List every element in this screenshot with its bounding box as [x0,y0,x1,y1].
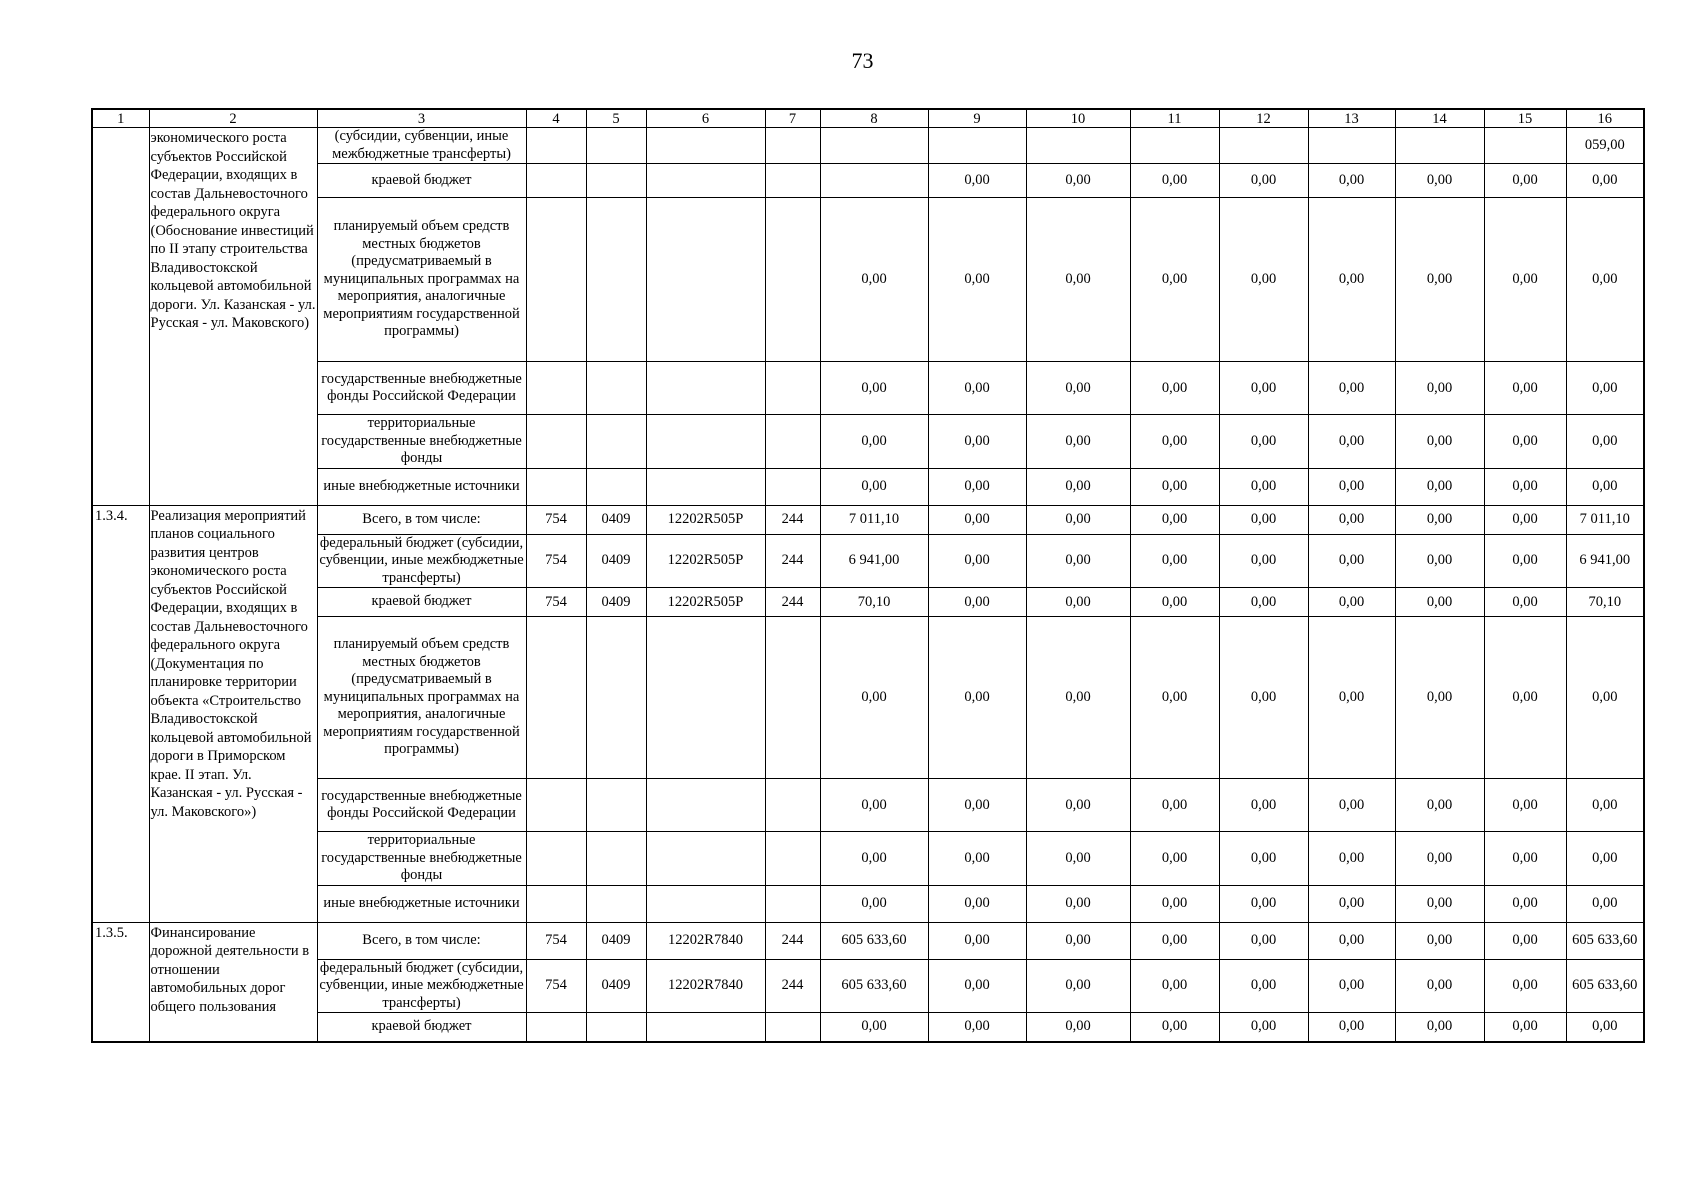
amount-16: 605 633,60 [1566,922,1644,959]
amount-13: 0,00 [1308,617,1395,779]
amount-14: 0,00 [1395,832,1484,886]
amount-8: 70,10 [820,588,928,617]
expense-type-code [765,779,820,832]
amount-14: 0,00 [1395,505,1484,534]
target-article-code [646,415,765,469]
funding-source: федеральный бюджет (субсидии, субвенции, иные межбюджетные трансферты) [317,534,526,588]
amount-12: 0,00 [1219,505,1308,534]
funding-source: Всего, в том числе: [317,505,526,534]
target-article-code [646,779,765,832]
section-code: 0409 [586,922,646,959]
amount-14: 0,00 [1395,1013,1484,1042]
amount-8: 7 011,10 [820,505,928,534]
funding-source: планируемый объем средств местных бюджетов (предусматриваемый в муниципальных программах на мероприятия, аналогичные мероприятиям государственной программы) [317,617,526,779]
amount-16: 0,00 [1566,362,1644,415]
table-row [92,779,1644,832]
grbs-code [526,617,586,779]
amount-16: 6 941,00 [1566,534,1644,588]
amount-16: 059,00 [1566,128,1644,164]
funding-source: государственные внебюджетные фонды Российской Федерации [317,362,526,415]
target-article-code: 12202R505P [646,588,765,617]
amount-14 [1395,128,1484,164]
column-number-row [92,109,1644,128]
target-article-code: 12202R7840 [646,959,765,1013]
amount-13: 0,00 [1308,362,1395,415]
amount-15: 0,00 [1484,832,1566,886]
amount-12: 0,00 [1219,779,1308,832]
table-row [92,362,1644,415]
amount-14: 0,00 [1395,468,1484,505]
section-code [586,468,646,505]
table-row [92,198,1644,362]
amount-10: 0,00 [1026,588,1130,617]
grbs-code [526,164,586,198]
amount-10: 0,00 [1026,468,1130,505]
amount-15: 0,00 [1484,922,1566,959]
grbs-code [526,1013,586,1042]
amount-15: 0,00 [1484,362,1566,415]
target-article-code [646,468,765,505]
amount-8: 0,00 [820,468,928,505]
amount-16: 0,00 [1566,198,1644,362]
expense-type-code: 244 [765,534,820,588]
grbs-code: 754 [526,588,586,617]
section-code [586,128,646,164]
target-article-code [646,885,765,922]
funding-source: территориальные государственные внебюджетные фонды [317,415,526,469]
amount-8: 0,00 [820,617,928,779]
amount-8: 0,00 [820,362,928,415]
amount-8 [820,164,928,198]
amount-13: 0,00 [1308,505,1395,534]
expense-type-code [765,468,820,505]
amount-11: 0,00 [1130,779,1219,832]
amount-10: 0,00 [1026,415,1130,469]
column-number-8: 8 [820,109,928,128]
amount-8: 0,00 [820,885,928,922]
expense-type-code [765,362,820,415]
amount-9: 0,00 [928,588,1026,617]
target-article-code: 12202R505P [646,534,765,588]
amount-9: 0,00 [928,617,1026,779]
expense-type-code: 244 [765,922,820,959]
expense-type-code [765,1013,820,1042]
page-number: 73 [851,48,874,73]
column-number-13: 13 [1308,109,1395,128]
amount-12: 0,00 [1219,534,1308,588]
amount-8: 0,00 [820,415,928,469]
amount-10: 0,00 [1026,362,1130,415]
amount-14: 0,00 [1395,617,1484,779]
column-number-16: 16 [1566,109,1644,128]
amount-8: 0,00 [820,779,928,832]
amount-16: 7 011,10 [1566,505,1644,534]
amount-9: 0,00 [928,505,1026,534]
amount-9: 0,00 [928,362,1026,415]
expense-type-code [765,415,820,469]
funding-source: Всего, в том числе: [317,922,526,959]
amount-12: 0,00 [1219,922,1308,959]
amount-13: 0,00 [1308,534,1395,588]
amount-14: 0,00 [1395,959,1484,1013]
section-code [586,1013,646,1042]
amount-13: 0,00 [1308,832,1395,886]
amount-13: 0,00 [1308,1013,1395,1042]
table-row [92,505,1644,534]
amount-11 [1130,128,1219,164]
amount-12: 0,00 [1219,617,1308,779]
amount-8: 0,00 [820,1013,928,1042]
amount-12: 0,00 [1219,362,1308,415]
column-number-14: 14 [1395,109,1484,128]
amount-15: 0,00 [1484,779,1566,832]
amount-15: 0,00 [1484,959,1566,1013]
section-code [586,164,646,198]
grbs-code [526,468,586,505]
amount-11: 0,00 [1130,468,1219,505]
amount-14: 0,00 [1395,534,1484,588]
amount-12 [1219,128,1308,164]
amount-12: 0,00 [1219,415,1308,469]
section-code: 0409 [586,588,646,617]
amount-13: 0,00 [1308,198,1395,362]
amount-16: 0,00 [1566,415,1644,469]
section-code [586,779,646,832]
section-code: 0409 [586,959,646,1013]
amount-12: 0,00 [1219,832,1308,886]
expense-type-code [765,164,820,198]
amount-13: 0,00 [1308,468,1395,505]
grbs-code: 754 [526,922,586,959]
amount-14: 0,00 [1395,164,1484,198]
expense-type-code [765,617,820,779]
amount-8 [820,128,928,164]
amount-12: 0,00 [1219,164,1308,198]
expense-type-code: 244 [765,959,820,1013]
amount-15: 0,00 [1484,468,1566,505]
amount-12: 0,00 [1219,959,1308,1013]
grbs-code: 754 [526,534,586,588]
amount-15: 0,00 [1484,588,1566,617]
amount-15 [1484,128,1566,164]
amount-9: 0,00 [928,922,1026,959]
amount-11: 0,00 [1130,885,1219,922]
amount-13: 0,00 [1308,885,1395,922]
table-row [92,534,1644,588]
amount-16: 0,00 [1566,1013,1644,1042]
funding-source: планируемый объем средств местных бюджетов (предусматриваемый в муниципальных программах на мероприятия, аналогичные мероприятиям государственной программы) [317,198,526,362]
target-article-code [646,832,765,886]
amount-13: 0,00 [1308,164,1395,198]
item-index: 1.3.5. [92,922,149,1042]
column-number-2: 2 [149,109,317,128]
funding-source: иные внебюджетные источники [317,468,526,505]
expense-type-code: 244 [765,505,820,534]
amount-10: 0,00 [1026,885,1130,922]
amount-10: 0,00 [1026,617,1130,779]
funding-source: федеральный бюджет (субсидии, субвенции, иные межбюджетные трансферты) [317,959,526,1013]
section-code [586,832,646,886]
amount-8: 605 633,60 [820,922,928,959]
table-row [92,1013,1644,1042]
expense-type-code [765,885,820,922]
amount-16: 0,00 [1566,617,1644,779]
amount-13: 0,00 [1308,959,1395,1013]
amount-12: 0,00 [1219,885,1308,922]
amount-11: 0,00 [1130,959,1219,1013]
funding-source: территориальные государственные внебюджетные фонды [317,832,526,886]
amount-16: 0,00 [1566,779,1644,832]
amount-8: 0,00 [820,832,928,886]
item-name: Реализация мероприятий планов социального развития центров экономического роста субъектов Российской Федерации, входящих в состав Дальневосточного федерального округа (Документация по планировке территории объекта «Строительство Владивостокской кольцевой автомобильной дороги в Приморском крае. II этап. Ул. Казанская - ул. Русская - ул. Маковского») [149,505,317,922]
amount-16: 605 633,60 [1566,959,1644,1013]
section-code: 0409 [586,534,646,588]
amount-12: 0,00 [1219,198,1308,362]
grbs-code: 754 [526,505,586,534]
amount-16: 0,00 [1566,468,1644,505]
amount-15: 0,00 [1484,617,1566,779]
grbs-code [526,832,586,886]
column-number-7: 7 [765,109,820,128]
amount-14: 0,00 [1395,198,1484,362]
amount-14: 0,00 [1395,779,1484,832]
expense-type-code [765,198,820,362]
amount-11: 0,00 [1130,415,1219,469]
amount-12: 0,00 [1219,1013,1308,1042]
column-number-11: 11 [1130,109,1219,128]
table-row [92,468,1644,505]
table-row [92,832,1644,886]
amount-8: 0,00 [820,198,928,362]
amount-9: 0,00 [928,468,1026,505]
section-code [586,198,646,362]
amount-15: 0,00 [1484,198,1566,362]
amount-10: 0,00 [1026,959,1130,1013]
target-article-code [646,128,765,164]
amount-9: 0,00 [928,1013,1026,1042]
amount-9: 0,00 [928,198,1026,362]
amount-15: 0,00 [1484,164,1566,198]
amount-8: 605 633,60 [820,959,928,1013]
grbs-code [526,415,586,469]
amount-15: 0,00 [1484,505,1566,534]
amount-14: 0,00 [1395,362,1484,415]
column-number-6: 6 [646,109,765,128]
amount-11: 0,00 [1130,588,1219,617]
table-row [92,922,1644,959]
amount-11: 0,00 [1130,922,1219,959]
expense-type-code [765,128,820,164]
column-number-15: 15 [1484,109,1566,128]
amount-15: 0,00 [1484,1013,1566,1042]
amount-14: 0,00 [1395,415,1484,469]
funding-source: краевой бюджет [317,588,526,617]
item-index: 1.3.4. [92,505,149,922]
funding-source: (субсидии, субвенции, иные межбюджетные трансферты) [317,128,526,164]
amount-8: 6 941,00 [820,534,928,588]
funding-source: государственные внебюджетные фонды Российской Федерации [317,779,526,832]
expense-type-code [765,832,820,886]
funding-source: иные внебюджетные источники [317,885,526,922]
table-row [92,128,1644,164]
amount-14: 0,00 [1395,588,1484,617]
amount-10: 0,00 [1026,505,1130,534]
amount-11: 0,00 [1130,534,1219,588]
amount-10 [1026,128,1130,164]
amount-10: 0,00 [1026,534,1130,588]
section-code [586,885,646,922]
amount-16: 0,00 [1566,832,1644,886]
column-number-10: 10 [1026,109,1130,128]
amount-11: 0,00 [1130,362,1219,415]
table-row [92,415,1644,469]
grbs-code: 754 [526,959,586,1013]
amount-10: 0,00 [1026,922,1130,959]
amount-15: 0,00 [1484,885,1566,922]
column-number-1: 1 [92,109,149,128]
column-number-9: 9 [928,109,1026,128]
column-number-5: 5 [586,109,646,128]
budget-table [91,108,1645,1043]
amount-9: 0,00 [928,832,1026,886]
column-number-4: 4 [526,109,586,128]
amount-16: 0,00 [1566,164,1644,198]
amount-11: 0,00 [1130,617,1219,779]
item-name: экономического роста субъектов Российской Федерации, входящих в состав Дальневосточного федерального округа (Обоснование инвестиций по II этапу строительства Владивостокской кольцевой автомобильной дороги. Ул. Казанская - ул. Русская - ул. Маковского) [149,128,317,506]
target-article-code [646,617,765,779]
funding-source: краевой бюджет [317,164,526,198]
section-code [586,415,646,469]
amount-16: 0,00 [1566,885,1644,922]
grbs-code [526,779,586,832]
table-row [92,885,1644,922]
column-number-12: 12 [1219,109,1308,128]
section-code [586,362,646,415]
section-code [586,617,646,779]
amount-9: 0,00 [928,959,1026,1013]
amount-10: 0,00 [1026,832,1130,886]
amount-9: 0,00 [928,779,1026,832]
amount-15: 0,00 [1484,534,1566,588]
amount-11: 0,00 [1130,505,1219,534]
funding-source: краевой бюджет [317,1013,526,1042]
grbs-code [526,362,586,415]
grbs-code [526,885,586,922]
target-article-code: 12202R505P [646,505,765,534]
item-index [92,128,149,506]
amount-9: 0,00 [928,534,1026,588]
amount-12: 0,00 [1219,588,1308,617]
expense-type-code: 244 [765,588,820,617]
amount-16: 70,10 [1566,588,1644,617]
amount-13: 0,00 [1308,415,1395,469]
table-row [92,588,1644,617]
amount-9: 0,00 [928,415,1026,469]
amount-9: 0,00 [928,164,1026,198]
table-row [92,617,1644,779]
amount-12: 0,00 [1219,468,1308,505]
amount-15: 0,00 [1484,415,1566,469]
amount-13 [1308,128,1395,164]
target-article-code: 12202R7840 [646,922,765,959]
grbs-code [526,128,586,164]
amount-14: 0,00 [1395,922,1484,959]
amount-14: 0,00 [1395,885,1484,922]
amount-13: 0,00 [1308,922,1395,959]
amount-10: 0,00 [1026,164,1130,198]
target-article-code [646,1013,765,1042]
grbs-code [526,198,586,362]
amount-9: 0,00 [928,885,1026,922]
section-code: 0409 [586,505,646,534]
target-article-code [646,362,765,415]
table-row [92,959,1644,1013]
amount-13: 0,00 [1308,588,1395,617]
amount-10: 0,00 [1026,198,1130,362]
column-number-3: 3 [317,109,526,128]
amount-10: 0,00 [1026,1013,1130,1042]
amount-11: 0,00 [1130,198,1219,362]
table-row [92,164,1644,198]
amount-11: 0,00 [1130,1013,1219,1042]
amount-11: 0,00 [1130,832,1219,886]
amount-9 [928,128,1026,164]
target-article-code [646,164,765,198]
amount-10: 0,00 [1026,779,1130,832]
item-name: Финансирование дорожной деятельности в отношении автомобильных дорог общего пользования [149,922,317,1042]
amount-11: 0,00 [1130,164,1219,198]
target-article-code [646,198,765,362]
amount-13: 0,00 [1308,779,1395,832]
